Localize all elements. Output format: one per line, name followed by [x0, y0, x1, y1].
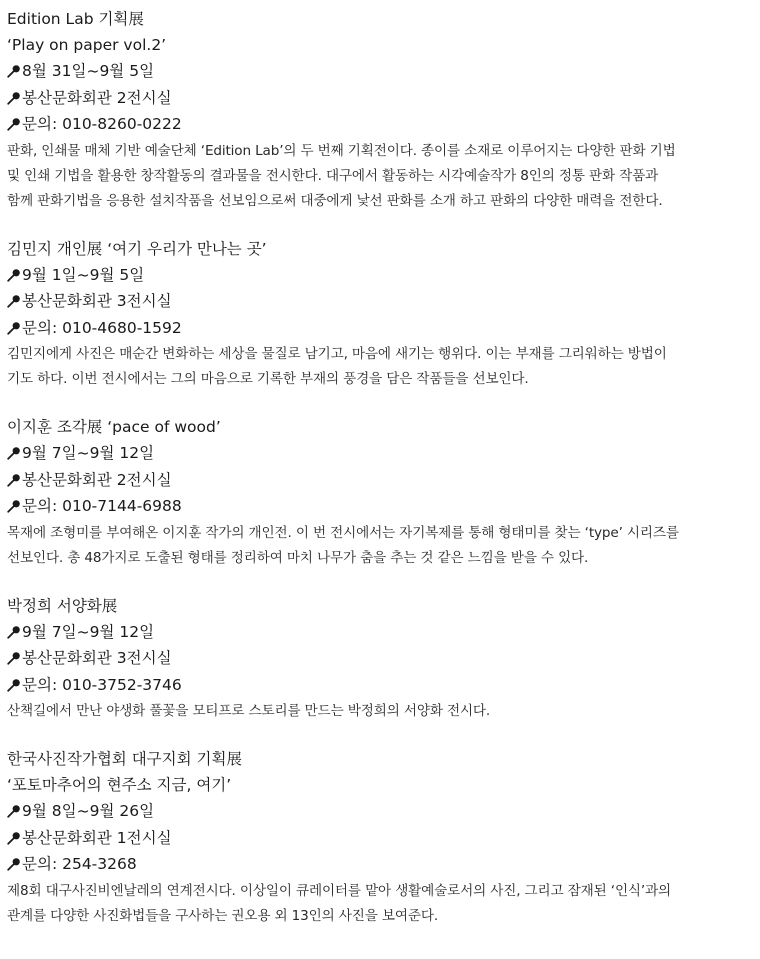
pushpin-icon — [7, 499, 21, 513]
exhibition-venue — [7, 85, 760, 112]
exhibition-venue — [7, 825, 760, 852]
pushpin-icon — [7, 831, 21, 845]
exhibition-date — [7, 58, 760, 85]
pushpin-icon — [7, 651, 21, 665]
exhibition-date — [7, 798, 760, 825]
exhibition-subtitle: ‘Play on paper vol.2’ — [7, 36, 167, 54]
description-line: 목재에 조형미를 부여해온 이지훈 작가의 개인전. 이 번 전시에서는 자기복제를 통해 형태미를 찾는 ‘type’ 시리즈를 — [7, 524, 679, 541]
contact-text: 문의: 010-4680-1592 — [22, 318, 182, 337]
pushpin-icon — [7, 446, 21, 460]
pushpin-icon — [7, 64, 21, 78]
description-line: 관계를 다양한 사진화법들을 구사하는 권오용 외 13인의 사진을 보여준다. — [7, 907, 439, 924]
pushpin-icon — [7, 268, 21, 282]
contact-text: 문의: 010-8260-0222 — [22, 115, 182, 133]
pushpin-icon — [7, 117, 21, 131]
venue-text: 봉산문화회관 1전시실 — [22, 828, 172, 847]
date-text: 9월 7일~9월 12일 — [22, 622, 155, 641]
exhibition-title: Edition Lab 기획展 — [7, 10, 144, 28]
exhibition-description — [7, 699, 755, 724]
date-text: 9월 8일~9월 26일 — [22, 802, 155, 820]
venue-text: 봉산문화회관 2전시실 — [22, 470, 172, 489]
contact-text: 문의: 010-3752-3746 — [22, 675, 182, 694]
exhibition-contact — [7, 111, 760, 138]
description-line: 산책길에서 만난 야생화 풀꽃을 모티프로 스토리를 만드는 박정희의 서양화 전시다. — [7, 703, 491, 719]
description-line: 기도 하다. 이번 전시에서는 그의 마음으로 기록한 부재의 풍경을 담은 작품들을 선보인다. — [7, 371, 529, 387]
contact-text: 문의: 254-3268 — [22, 855, 137, 873]
description-line: 및 인쇄 기법을 활용한 창작활동의 결과물을 전시한다. 대구에서 활동하는 시각예술작가 8인의 정통 판화 작품과 — [7, 167, 659, 184]
description-line: 선보인다. 총 48가지로 도출된 형태를 정리하여 마치 나무가 춤을 추는 것 같은 느낌을 받을 수 있다. — [7, 549, 589, 566]
description-line: 제8회 대구사진비엔날레의 연계전시다. 이상일이 큐레이터를 맡아 생활예술로서의 사진, 그리고 잠재된 ‘인식’과의 — [7, 882, 672, 899]
pushpin-icon — [7, 473, 21, 487]
exhibition-title: 이지훈 조각展 ‘pace of wood’ — [7, 418, 221, 436]
exhibition-description — [7, 521, 755, 571]
exhibition-title: 김민지 개인展 ‘여기 우리가 만나는 곳’ — [7, 239, 267, 258]
exhibition-entry — [7, 593, 760, 725]
exhibition-venue — [7, 645, 760, 672]
date-text: 8월 31일~9월 5일 — [22, 62, 155, 80]
exhibition-entry — [7, 6, 760, 214]
exhibition-entry — [7, 746, 760, 929]
exhibition-contact — [7, 672, 760, 699]
exhibition-contact — [7, 851, 760, 878]
description-line: 판화, 인쇄물 매체 기반 예술단체 ‘Edition Lab’의 두 번째 기획전이다. 종이를 소재로 이루어지는 다양한 판화 기법 — [7, 142, 676, 159]
date-text: 9월 1일~9월 5일 — [22, 265, 145, 284]
exhibition-subtitle: ‘포토마추어의 현주소 지금, 여기’ — [7, 776, 232, 794]
exhibition-entry — [7, 236, 760, 393]
exhibition-description — [7, 879, 755, 929]
exhibition-description — [7, 342, 755, 392]
venue-text: 봉산문화회관 3전시실 — [22, 292, 172, 310]
exhibition-date — [7, 440, 760, 467]
exhibition-date — [7, 262, 760, 289]
pushpin-icon — [7, 678, 21, 692]
venue-text: 봉산문화회관 3전시실 — [22, 649, 172, 667]
pushpin-icon — [7, 625, 21, 639]
pushpin-icon — [7, 857, 21, 871]
exhibition-contact — [7, 315, 760, 342]
exhibition-venue — [7, 288, 760, 315]
exhibition-date — [7, 619, 760, 646]
pushpin-icon — [7, 804, 21, 818]
exhibition-title: 박정희 서양화展 — [7, 596, 118, 615]
venue-text: 봉산문화회관 2전시실 — [22, 88, 172, 107]
description-line: 함께 판화기법을 응용한 설치작품을 선보임으로써 대중에게 낯선 판화를 소개 하고 판화의 다양한 매력을 전한다. — [7, 192, 663, 209]
exhibition-entry — [7, 414, 760, 571]
exhibition-title: 한국사진작가협회 대구지회 기획展 — [7, 750, 242, 768]
description-line: 김민지에게 사진은 매순간 변화하는 세상을 물질로 남기고, 마음에 새기는 행위다. 이는 부재를 그리워하는 방법이 — [7, 346, 667, 362]
exhibition-contact — [7, 493, 760, 520]
contact-text: 문의: 010-7144-6988 — [22, 497, 182, 515]
exhibition-venue — [7, 467, 760, 494]
date-text: 9월 7일~9월 12일 — [22, 444, 155, 462]
pushpin-icon — [7, 294, 21, 308]
pushpin-icon — [7, 321, 21, 335]
exhibition-description — [7, 139, 755, 214]
pushpin-icon — [7, 91, 21, 105]
